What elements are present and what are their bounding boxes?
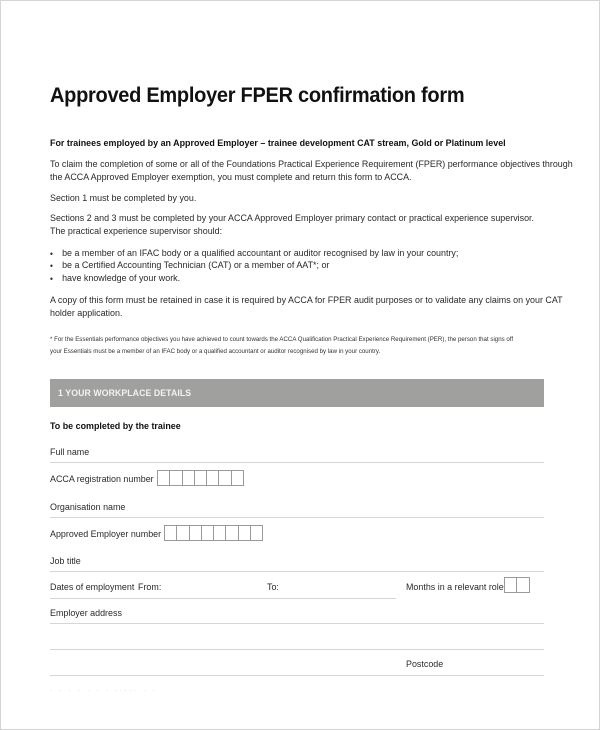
section1-note: Section 1 must be completed by you.: [50, 193, 197, 204]
employer-address-line-1[interactable]: [50, 623, 544, 624]
digit-box[interactable]: [164, 525, 177, 541]
digit-box[interactable]: [231, 470, 244, 486]
acca-registration-label: ACCA registration number: [50, 474, 154, 485]
intro-line-2: the ACCA Approved Employer exemption, you must complete and return this form to ACCA.: [50, 172, 412, 183]
job-title-field[interactable]: [50, 571, 544, 572]
digit-box[interactable]: [189, 525, 202, 541]
intro-paragraph: [50, 158, 573, 184]
digit-box[interactable]: [182, 470, 195, 486]
dates-of-employment-field[interactable]: [50, 598, 396, 599]
organisation-name-label: Organisation name: [50, 502, 126, 513]
digit-box[interactable]: [201, 525, 214, 541]
months-relevant-role-input[interactable]: [504, 577, 530, 593]
form-subtitle: For trainees employed by an Approved Employer – trainee development CAT stream, Gold or Platinum level: [50, 138, 506, 149]
digit-box[interactable]: [225, 525, 238, 541]
digit-box[interactable]: [206, 470, 219, 486]
footnote-line-1: * For the Essentials performance objectives you have achieved to count towards the ACCA Qualification Practical Experience Requirement (PER), the person that signs off: [50, 336, 514, 343]
supervisor-requirements-list: [50, 248, 458, 285]
section-header-label: 1 YOUR WORKPLACE DETAILS: [58, 387, 192, 398]
page-title: Approved Employer FPER confirmation form: [50, 83, 465, 107]
digit-box[interactable]: [213, 525, 226, 541]
list-item: • have knowledge of your work.: [50, 273, 458, 285]
employer-address-label: Employer address: [50, 608, 122, 619]
approved-employer-number-label: Approved Employer number: [50, 529, 162, 540]
list-item: • be a Certified Accounting Technician (CAT) or a member of AAT*; or: [50, 260, 458, 272]
cutoff-text-fragment: . . . . . . . ..... . .: [50, 687, 158, 693]
footnote: [50, 334, 513, 358]
list-item: • be a member of an IFAC body or a qualified accountant or auditor recognised by law in your country;: [50, 248, 458, 260]
digit-box[interactable]: [176, 525, 189, 541]
sections23-note: [50, 212, 534, 238]
sections23-line-2: The practical experience supervisor should:: [50, 226, 223, 237]
digit-box[interactable]: [516, 577, 529, 593]
retention-line-2: holder application.: [50, 308, 123, 319]
to-date-label: To:: [267, 582, 279, 593]
completed-by-label: To be completed by the trainee: [50, 421, 181, 432]
digit-box[interactable]: [169, 470, 182, 486]
digit-box[interactable]: [218, 470, 231, 486]
from-date-label: From:: [138, 582, 162, 593]
postcode-label: Postcode: [406, 659, 444, 670]
digit-box[interactable]: [194, 470, 207, 486]
retention-note: [50, 294, 563, 320]
dates-of-employment-label: Dates of employment: [50, 582, 135, 593]
digit-box[interactable]: [504, 577, 517, 593]
full-name-label: Full name: [50, 447, 90, 458]
approved-employer-number-input[interactable]: [164, 525, 263, 541]
full-name-field[interactable]: [50, 462, 544, 463]
months-relevant-role-label: Months in a relevant role: [406, 582, 504, 593]
employer-address-line-3[interactable]: [50, 675, 544, 676]
sections23-line-1: Sections 2 and 3 must be completed by your ACCA Approved Employer primary contact or practical experience supervisor.: [50, 213, 535, 224]
digit-box[interactable]: [157, 470, 170, 486]
section-header-workplace-details: [50, 379, 544, 407]
employer-address-line-2[interactable]: [50, 649, 544, 650]
job-title-label: Job title: [50, 556, 81, 567]
footnote-line-2: your Essentials must be a member of an IFAC body or a qualified accountant or auditor recognised by law in your country.: [50, 348, 381, 355]
organisation-name-field[interactable]: [50, 517, 544, 518]
acca-registration-number-input[interactable]: [157, 470, 244, 486]
digit-box[interactable]: [250, 525, 263, 541]
retention-line-1: A copy of this form must be retained in case it is required by ACCA for FPER audit purposes or to validate any claims on your CAT: [50, 295, 563, 306]
digit-box[interactable]: [238, 525, 251, 541]
intro-line-1: To claim the completion of some or all of the Foundations Practical Experience Requirement (FPER) performance objectives through: [50, 159, 573, 170]
